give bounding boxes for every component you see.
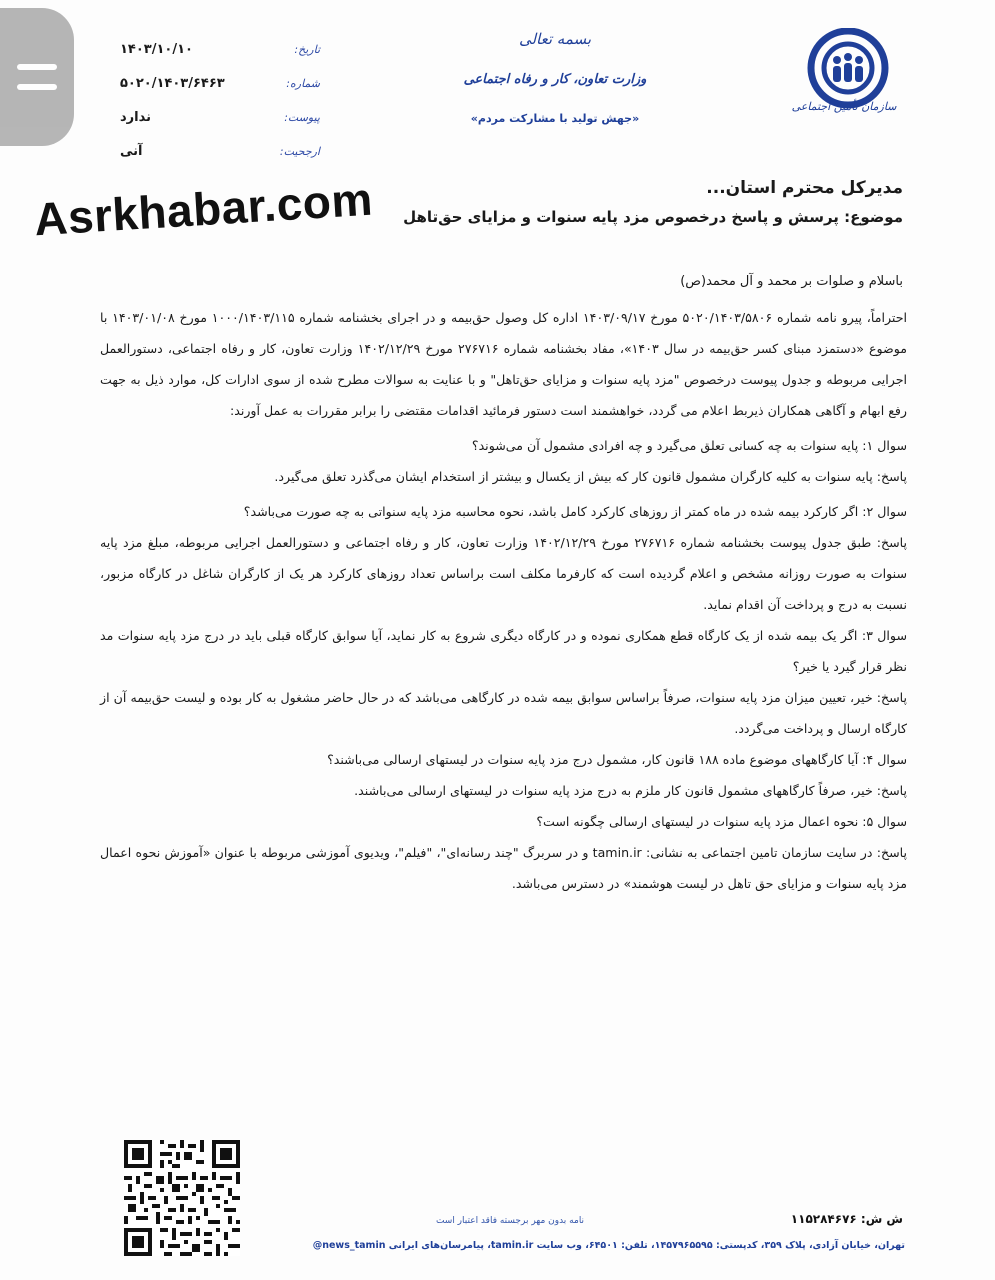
basmala: بسمه تعالی	[518, 30, 592, 48]
watermark: Asrkhabar.com	[32, 172, 375, 246]
question-5: سوال ۵: نحوه اعمال مزد پایه سنوات در لیستهای ارسالی چگونه است؟	[536, 814, 907, 829]
menu-button[interactable]	[0, 8, 74, 146]
footer-note: نامه بدون مهر برجسته فاقد اعتبار است	[435, 1216, 585, 1226]
letter-body	[100, 302, 907, 899]
meta-number: شماره: ۵۰۲۰/۱۴۰۳/۶۴۶۳	[120, 75, 320, 91]
intro-paragraph: احتراماً، پیرو نامه شماره ۵۰۲۰/۱۴۰۳/۵۸۰۶ مورخ ۱۴۰۳/۰۹/۱۷ اداره کل وصول حق‌بیمه و در اجرای بخشنامه شماره ۱۰۰۰/۱۴۰۳/۱۱۵ مورخ ۱۴۰۳/۰۱/۰۸ با موضوع «دستمزد مبنای کسر حق‌بیمه در سال ۱۴۰۳»، مفاد بخشنامه شماره ۲۷۶۷۱۶ مورخ ۱۴۰۲/۱۲/۲۹ وزارت تعاون، کار و رفاه اجتماعی، دستورالعمل اجرایی مربوطه و جدول پیوست درخصوص "مزد پایه سنوات و مزایای حق‌تاهل" و با عنایت به سوالات مطرح شده از سوی ادارات کل، موارد ذیل به جهت رفع ابهام و آگاهی همکاران ذیربط اعلام می گردد، خواهشمند است دستور فرمائید اقدامات مقتضی را برابر مقررات به عمل آورند:	[100, 310, 907, 418]
question-1: سوال ۱: پایه سنوات به چه کسانی تعلق می‌گیرد و چه افرادی مشمول آن می‌شوند؟	[471, 438, 907, 453]
menu-bar-icon	[17, 84, 57, 90]
answer-1: پاسخ: پایه سنوات به کلیه کارگران مشمول قانون کار که بیش از یکسال و بیشتر از استخدام ایشان می‌گذرد تعلق می‌گیرد.	[274, 469, 907, 484]
answer-2: پاسخ: طبق جدول پیوست بخشنامه شماره ۲۷۶۷۱۶ مورخ ۱۴۰۲/۱۲/۲۹ وزارت تعاون، کار و رفاه اجتماعی و دستورالعمل اجرایی مربوطه، مبلغ مزد پایه سنوات به صورت روزانه مشخص و اعلام گردیده است که کارفرما مکلف است براساس تعداد روزهای کارکرد هر یک از کارگران شاغل در کارگاه مزبور، نسبت به درج و پرداخت آن اقدام نماید.	[100, 535, 907, 612]
question-4: سوال ۴: آیا کارگاههای موضوع ماده ۱۸۸ قانون کار، مشمول درج مزد پایه سنوات در لیستهای ارسالی می‌باشند؟	[327, 752, 907, 767]
meta-date: تاریخ: ۱۴۰۳/۱۰/۱۰	[120, 41, 320, 57]
slogan: «جهش تولید با مشارکت مردم»	[470, 112, 640, 125]
question-2: سوال ۲: اگر کارکرد بیمه شده در ماه کمتر از روزهای کارکرد کامل باشد، نحوه محاسبه مزد پایه سنواتی به چه صورت می‌باشد؟	[243, 504, 907, 519]
subject: موضوع: پرسش و پاسخ درخصوص مزد پایه سنوات و مزایای حق‌تاهل	[403, 208, 903, 226]
answer-4: پاسخ: خیر، صرفاً کارگاههای مشمول قانون کار ملزم به درج مزد پایه سنوات در لیستهای ارسالی می‌باشند.	[354, 783, 907, 798]
meta-attachment: پیوست: ندارد	[120, 109, 320, 125]
org-name: سازمان تأمین اجتماعی	[791, 100, 897, 113]
meta-priority: ارجحیت: آنی	[120, 143, 320, 159]
qr-code-icon	[124, 1140, 240, 1256]
question-3: سوال ۳: اگر یک بیمه شده از یک کارگاه قطع همکاری نموده و در کارگاه دیگری شروع به کار نماید، آیا سوابق کارگاه قبلی باید در درج مزد پایه سنوات مد نظر قرار گیرد یا خیر؟	[100, 628, 907, 674]
footer-code: ش ش: ۱۱۵۲۸۴۶۷۶	[790, 1212, 903, 1226]
recipient: مدیرکل محترم استان...	[706, 178, 903, 198]
menu-bar-icon	[17, 64, 57, 70]
salutation: باسلام و صلوات بر محمد و آل محمد(ص)	[680, 274, 903, 289]
letter-meta	[120, 32, 320, 168]
ministry-name: وزارت تعاون، کار و رفاه اجتماعی	[463, 72, 647, 87]
answer-5: پاسخ: در سایت سازمان تامین اجتماعی به نشانی: tamin.ir و در سربرگ "چند رسانه‌ای"، "فیلم"، ویدیوی آموزشی مربوطه با عنوان «آموزش نحوه اعمال مزد پایه سنوات و مزایای حق تاهل در لیست هوشمند» در دسترس می‌باشد.	[100, 845, 907, 891]
footer-address: تهران، خیابان آزادی، پلاک ۳۵۹، کدپستی: ۱۴۵۷۹۶۵۵۹۵، تلفن: ۶۴۵۰۱، وب سایت tamin.ir، پیامرسان‌های ایرانی news_tamin@	[312, 1240, 905, 1251]
answer-3: پاسخ: خیر، تعیین میزان مزد پایه سنوات، صرفاً براساس سوابق بیمه شده در کارگاهی می‌باشد که در حال حاضر مشغول به کار بوده و لیست حق‌بیمه آن از کارگاه ارسال و پرداخت می‌گردد.	[100, 690, 907, 736]
